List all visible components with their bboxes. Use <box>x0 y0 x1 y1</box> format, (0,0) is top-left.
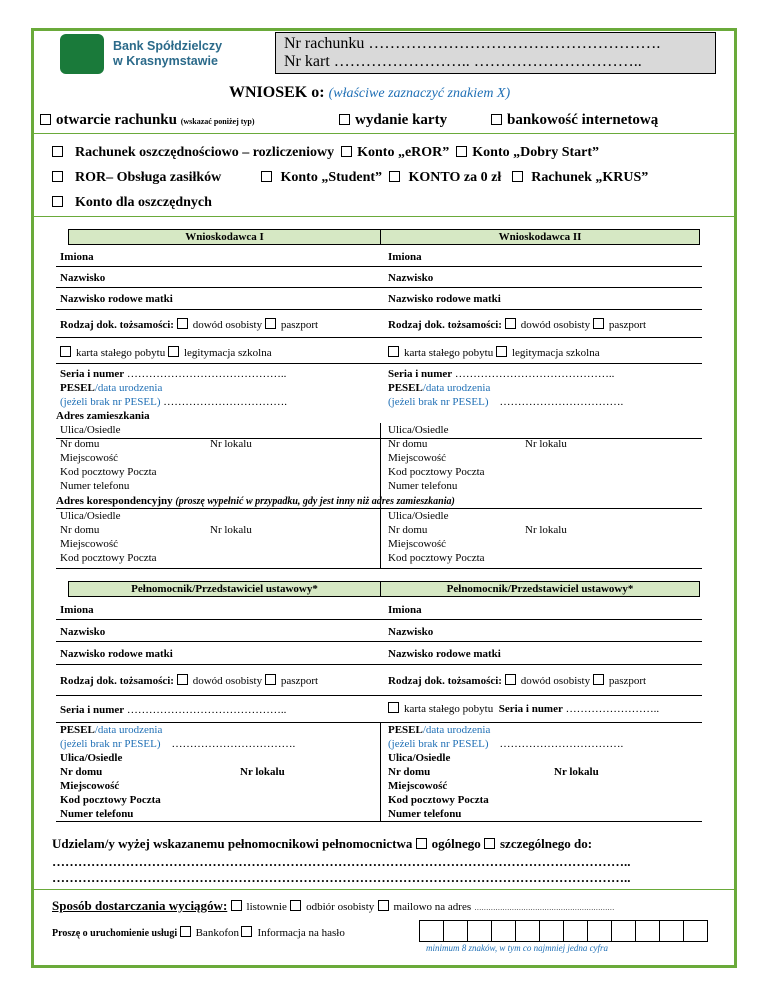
correspondence-1-city[interactable]: Miejscowość <box>60 538 119 550</box>
option-internet-banking: bankowość internetową <box>491 112 658 129</box>
applicant-1-id-type: Rodzaj dok. tożsamości: dowód osobisty paszport <box>60 319 319 331</box>
proxy-1-street[interactable]: Ulica/Osiedle <box>60 752 123 764</box>
correspondence-2-house-no[interactable]: Nr domu <box>388 524 428 536</box>
proxy-1-house-no[interactable]: Nr domu <box>60 766 103 778</box>
applicant-1-pesel-note: (jeżeli brak nr PESEL) ……………………………. <box>60 396 287 408</box>
applicant-2-city[interactable]: Miejscowość <box>388 452 447 464</box>
applicant-2-header: Wnioskodawca II <box>380 229 700 245</box>
account-number-line: Nr rachunku ………………………………………………. <box>284 35 661 52</box>
applicant-2-phone[interactable]: Numer telefonu <box>388 480 458 492</box>
checkbox-issue-card[interactable] <box>339 114 350 125</box>
account-options-row-2: ROR– Obsługa zasiłków <box>52 170 221 186</box>
checkbox-open-account[interactable] <box>40 114 51 125</box>
checkbox-post[interactable] <box>231 900 242 911</box>
checkbox-oszczednych[interactable] <box>52 196 63 207</box>
statement-delivery-row: Sposób dostarczania wyciągów: listownie odbiór osobisty mailowo na adres …………………………………………………… <box>52 898 615 913</box>
applicant-2-pesel-note: (jeżeli brak nr PESEL) ……………………………. <box>388 396 624 408</box>
proxy-2-pesel-note: (jeżeli brak nr PESEL) ……………………………. <box>388 738 624 750</box>
correspondence-1-flat-no[interactable]: Nr lokalu <box>210 524 252 536</box>
residential-address-title: Adres zamieszkania <box>56 410 150 422</box>
proxy-1-pesel[interactable]: PESEL/data urodzenia <box>60 724 163 736</box>
applicant-1-flat-no[interactable]: Nr lokalu <box>210 438 252 450</box>
applicant-1-header: Wnioskodawca I <box>68 229 381 245</box>
proxy-2-id-type: Rodzaj dok. tożsamości: dowód osobisty paszport <box>388 675 647 687</box>
applicant-1-first-name[interactable]: Imiona <box>60 251 94 263</box>
checkbox-eror[interactable] <box>341 146 352 157</box>
checkbox-id-card[interactable] <box>505 674 516 685</box>
applicant-2-pesel[interactable]: PESEL/data urodzenia <box>388 382 491 394</box>
checkbox-residence-card[interactable] <box>60 346 71 357</box>
bank-logo <box>60 34 237 79</box>
password-grid[interactable] <box>420 920 708 942</box>
bank-name: Bank Spółdzielczy w Krasnymstawie <box>113 39 223 68</box>
checkbox-school-id[interactable] <box>496 346 507 357</box>
divider <box>34 133 734 134</box>
checkbox-specific-authorization[interactable] <box>484 838 495 849</box>
applicant-2-street[interactable]: Ulica/Osiedle <box>388 424 449 436</box>
applicant-2-id-type: Rodzaj dok. tożsamości: dowód osobisty paszport <box>388 319 647 331</box>
proxy-1-city[interactable]: Miejscowość <box>60 780 120 792</box>
proxy-1-id-type: Rodzaj dok. tożsamości: dowód osobisty paszport <box>60 675 319 687</box>
checkbox-school-id[interactable] <box>168 346 179 357</box>
divider <box>34 216 734 217</box>
proxy-1-header: Pełnomocnik/Przedstawiciel ustawowy* <box>68 581 381 597</box>
proxy-1-mother-name[interactable]: Nazwisko rodowe matki <box>60 648 173 660</box>
applicant-1-street[interactable]: Ulica/Osiedle <box>60 424 121 436</box>
checkbox-passport[interactable] <box>593 318 604 329</box>
checkbox-passport[interactable] <box>593 674 604 685</box>
checkbox-id-card[interactable] <box>177 318 188 329</box>
checkbox-residence-card[interactable] <box>388 346 399 357</box>
checkbox-krus[interactable] <box>512 171 523 182</box>
checkbox-id-card[interactable] <box>177 674 188 685</box>
request-type-row: otwarcie rachunku (wskazać poniżej typ) <box>40 112 255 129</box>
checkbox-general-authorization[interactable] <box>416 838 427 849</box>
proxy-2-mother-name[interactable]: Nazwisko rodowe matki <box>388 648 501 660</box>
applicant-1-house-no[interactable]: Nr domu <box>60 438 100 450</box>
service-row: Proszę o uruchomienie usługi Bankofon Informacja na hasło <box>52 927 345 939</box>
proxy-1-pesel-note: (jeżeli brak nr PESEL) ……………………………. <box>60 738 296 750</box>
option-issue-card: wydanie karty <box>339 112 447 129</box>
authorization-line-1[interactable]: …………………………………………………………………………………………………………………….. <box>52 854 631 869</box>
proxy-2-header: Pełnomocnik/Przedstawiciel ustawowy* <box>380 581 700 597</box>
proxy-2-street[interactable]: Ulica/Osiedle <box>388 752 451 764</box>
proxy-2-last-name[interactable]: Nazwisko <box>388 626 434 638</box>
authorization-row: Udzielam/y wyżej wskazanemu pełnomocnikowi pełnomocnictwa ogólnego szczególnego do: <box>52 836 593 851</box>
proxy-2-city[interactable]: Miejscowość <box>388 780 448 792</box>
proxy-2-postal[interactable]: Kod pocztowy Poczta <box>388 794 489 806</box>
proxy-2-house-no[interactable]: Nr domu <box>388 766 431 778</box>
proxy-1-first-name[interactable]: Imiona <box>60 604 94 616</box>
proxy-1-id-number[interactable]: Seria i numer …………………………………….. <box>60 704 287 716</box>
applicant-1-phone[interactable]: Numer telefonu <box>60 480 130 492</box>
applicant-1-mother-name[interactable]: Nazwisko rodowe matki <box>60 293 173 305</box>
applicant-2-flat-no[interactable]: Nr lokalu <box>525 438 567 450</box>
applicant-2-postal[interactable]: Kod pocztowy Poczta <box>388 466 485 478</box>
applicant-2-id-type-2: karta stałego pobytu legitymacja szkolna <box>388 346 600 359</box>
applicant-1-id-type-2: karta stałego pobytu legitymacja szkolna <box>60 346 272 359</box>
divider <box>34 889 734 890</box>
correspondence-address-title: Adres korespondencyjny (proszę wypełnić w przypadku, gdy jest inny niż adres zamieszkania) <box>56 495 455 507</box>
account-options-row-2b: Konto „Student” KONTO za 0 zł Rachunek „KRUS” <box>261 170 648 186</box>
checkbox-bankofon[interactable] <box>180 926 191 937</box>
proxy-1-postal[interactable]: Kod pocztowy Poczta <box>60 794 161 806</box>
password-hint: minimum 8 znaków, w tym co najmniej jedna cyfra <box>426 943 609 953</box>
applicant-1-last-name[interactable]: Nazwisko <box>60 272 106 284</box>
correspondence-2-postal[interactable]: Kod pocztowy Poczta <box>388 552 485 564</box>
checkbox-ror-zasilki[interactable] <box>52 171 63 182</box>
applicant-2-id-number[interactable]: Seria i numer …………………………………….. <box>388 368 615 380</box>
applicant-2-first-name[interactable]: Imiona <box>388 251 422 263</box>
checkbox-student[interactable] <box>261 171 272 182</box>
bank-logo-icon <box>60 34 104 74</box>
proxy-2-pesel[interactable]: PESEL/data urodzenia <box>388 724 491 736</box>
proxy-1-flat-no[interactable]: Nr lokalu <box>240 766 285 778</box>
proxy-2-id-number: karta stałego pobytu Seria i numer …………………….. <box>388 702 659 715</box>
proxy-2-first-name[interactable]: Imiona <box>388 604 422 616</box>
checkbox-residence-card[interactable] <box>388 702 399 713</box>
card-number-line: Nr kart …………………….. ………………………….. <box>284 53 642 70</box>
checkbox-ror[interactable] <box>52 146 63 157</box>
applicant-2-last-name[interactable]: Nazwisko <box>388 272 434 284</box>
checkbox-dobry-start[interactable] <box>456 146 467 157</box>
applicant-2-house-no[interactable]: Nr domu <box>388 438 428 450</box>
account-options-row-3: Konto dla oszczędnych <box>52 195 212 211</box>
correspondence-1-street[interactable]: Ulica/Osiedle <box>60 510 121 522</box>
checkbox-passport[interactable] <box>265 674 276 685</box>
email-field[interactable]: …………………………………………………… <box>474 904 615 912</box>
account-box[interactable] <box>275 32 716 74</box>
correspondence-1-house-no[interactable]: Nr domu <box>60 524 100 536</box>
correspondence-2-street[interactable]: Ulica/Osiedle <box>388 510 449 522</box>
authorization-line-2[interactable]: …………………………………………………………………………………………………………………….. <box>52 870 631 885</box>
checkbox-password-info[interactable] <box>241 926 252 937</box>
applicant-2-mother-name[interactable]: Nazwisko rodowe matki <box>388 293 501 305</box>
correspondence-2-city[interactable]: Miejscowość <box>388 538 447 550</box>
account-options-row-1: Rachunek oszczędnościowo – rozliczeniowy Konto „eROR” Konto „Dobry Start” <box>52 145 599 161</box>
checkbox-konto-0[interactable] <box>389 171 400 182</box>
proxy-1-last-name[interactable]: Nazwisko <box>60 626 106 638</box>
checkbox-id-card[interactable] <box>505 318 516 329</box>
checkbox-email[interactable] <box>378 900 389 911</box>
applicant-1-pesel[interactable]: PESEL/data urodzenia <box>60 382 163 394</box>
applicant-1-postal[interactable]: Kod pocztowy Poczta <box>60 466 157 478</box>
proxy-1-phone[interactable]: Numer telefonu <box>60 808 134 820</box>
applicant-1-id-number[interactable]: Seria i numer …………………………………….. <box>60 368 287 380</box>
checkbox-pickup[interactable] <box>290 900 301 911</box>
applicant-1-city[interactable]: Miejscowość <box>60 452 119 464</box>
correspondence-1-postal[interactable]: Kod pocztowy Poczta <box>60 552 157 564</box>
proxy-2-phone[interactable]: Numer telefonu <box>388 808 462 820</box>
proxy-2-flat-no[interactable]: Nr lokalu <box>554 766 599 778</box>
checkbox-internet-banking[interactable] <box>491 114 502 125</box>
page-title: WNIOSEK o: (właściwe zaznaczyć znakiem X) <box>229 84 511 101</box>
checkbox-passport[interactable] <box>265 318 276 329</box>
correspondence-2-flat-no[interactable]: Nr lokalu <box>525 524 567 536</box>
